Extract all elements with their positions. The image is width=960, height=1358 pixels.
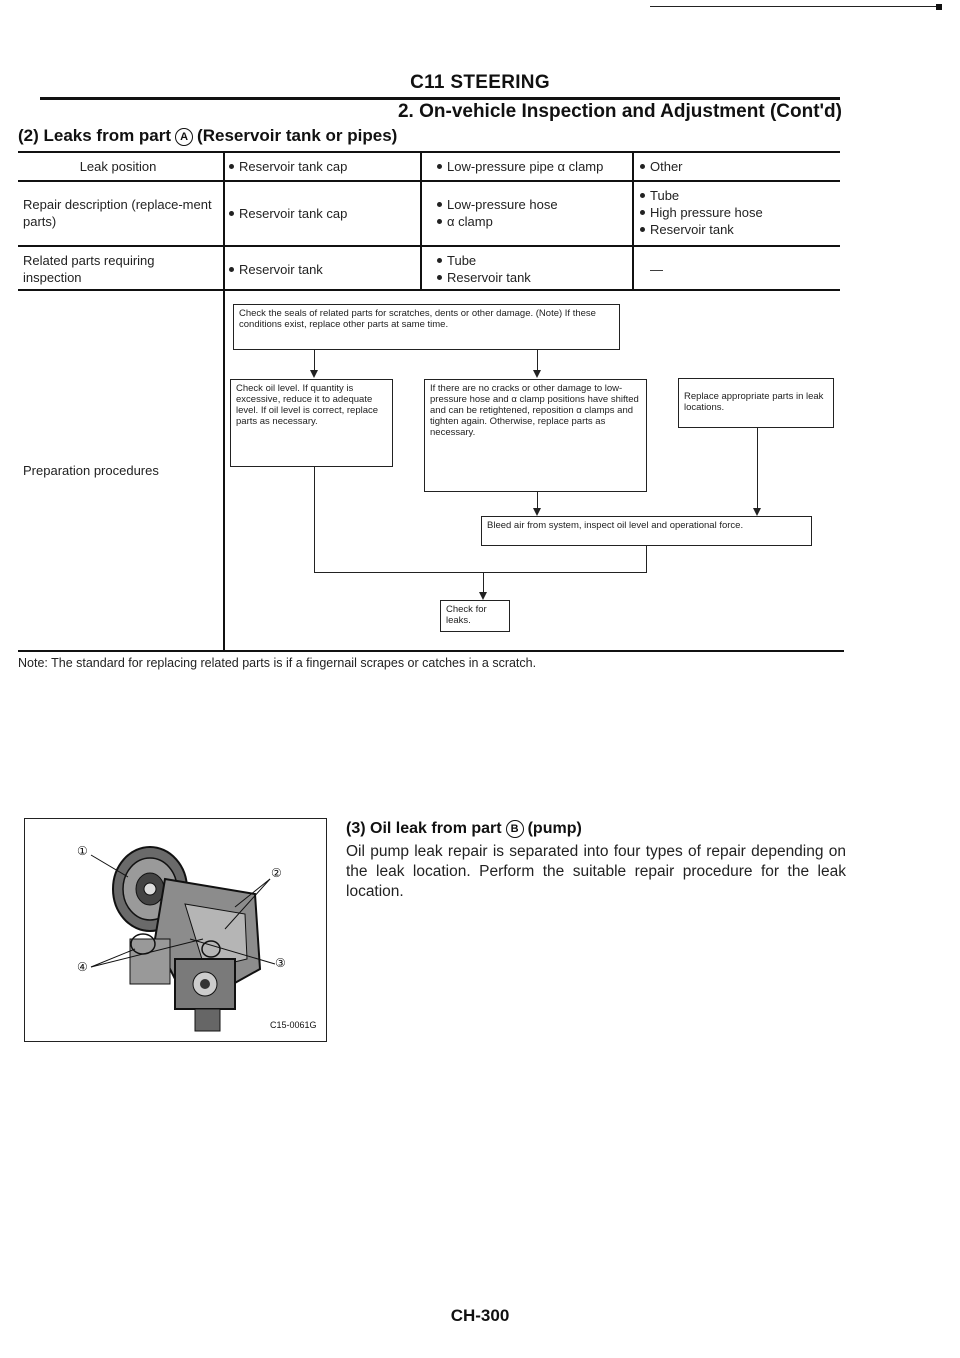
table-cell: Other: [640, 158, 683, 175]
arrow-head: [753, 508, 761, 516]
table-cell: Low-pressure hose α clamp: [437, 196, 558, 230]
table-top-rule: [18, 151, 840, 153]
table-cell: Tube Reservoir tank: [437, 252, 531, 286]
flow-join-line: [314, 572, 647, 573]
callout-1: ①: [77, 844, 88, 858]
part-a-symbol: A: [175, 128, 193, 146]
flow-box-replace: Replace appropriate parts in leak locations.: [678, 378, 834, 428]
table-col-rule: [223, 151, 225, 651]
part2-title: [18, 126, 397, 146]
arrow-head: [533, 508, 541, 516]
flow-arrow: [314, 467, 315, 572]
flow-arrow: [314, 350, 315, 370]
part3-body: Oil pump leak repair is separated into four types of repair depending on the leak location. Perform the suitable repair procedure for the leak location.: [346, 843, 846, 900]
subsection-title: 2. On-vehicle Inspection and Adjustment (Cont'd): [397, 101, 842, 122]
arrow-head: [533, 370, 541, 378]
table-col-rule: [632, 151, 634, 289]
page-number: CH-300: [450, 1306, 510, 1325]
flow-box-check-leaks: Check for leaks.: [440, 600, 510, 632]
table-row-rule: [18, 180, 840, 182]
callout-3: ③: [275, 956, 286, 970]
flow-box-bleed: Bleed air from system, inspect oil level and operational force.: [481, 516, 812, 546]
table-cell: Reservoir tank: [229, 261, 323, 278]
table-col-rule: [420, 151, 422, 289]
row-label: Leak position: [79, 159, 157, 174]
table-cell: Reservoir tank cap: [229, 205, 347, 222]
part-b-symbol: B: [506, 820, 524, 838]
callout-4: ④: [77, 960, 88, 974]
flow-box-check-oil: Check oil level. If quantity is excessive, reduce it to adequate level. If oil level is correct, replace parts as necessary.: [230, 379, 393, 467]
part2-title-suffix: (Reservoir tank or pipes): [197, 126, 398, 145]
row-label: Related parts requiring inspection: [23, 253, 155, 285]
part3-title-suffix: (pump): [527, 820, 582, 837]
table-row-rule: [18, 245, 840, 247]
corner-mark: [936, 4, 942, 10]
part3-title: [346, 820, 582, 838]
flow-arrow: [537, 492, 538, 508]
arrow-head: [479, 592, 487, 600]
flow-arrow: [757, 428, 758, 508]
flow-box-check-seals: Check the seals of related parts for scratches, dents or other damage. (Note) If these conditions exist, replace other parts at same time.: [233, 304, 620, 350]
flow-box-cracks: If there are no cracks or other damage to low-pressure hose and α clamp positions have shifted and can be retightened, reposition α clamps and tighten again. Otherwise, replace parts as necessary.: [424, 379, 647, 492]
table-bottom-rule: [18, 650, 844, 652]
flow-arrow: [537, 350, 538, 370]
pump-illustration: [25, 819, 326, 1041]
row-label: Preparation procedures: [23, 463, 159, 478]
table-cell: Reservoir tank cap: [229, 158, 347, 175]
figure-code: C15-0061G: [270, 1020, 317, 1030]
table-cell: Tube High pressure hose Reservoir tank: [640, 187, 763, 238]
flow-arrow: [646, 546, 647, 572]
pump-figure: [24, 818, 327, 1042]
arrow-head: [310, 370, 318, 378]
table-cell: —: [650, 262, 663, 277]
row-label: Repair description (replace-ment parts): [23, 197, 212, 229]
header-rule: [40, 97, 840, 100]
callout-2: ②: [271, 866, 282, 880]
table-cell: Low-pressure pipe α clamp: [437, 158, 603, 175]
part3-title-prefix: (3) Oil leak from part: [346, 820, 502, 837]
part2-title-prefix: (2) Leaks from part: [18, 126, 172, 145]
table-row-rule: [18, 289, 840, 291]
flow-arrow: [483, 572, 484, 592]
note-text: Note: The standard for replacing related parts is if a fingernail scrapes or catches in a scratch.: [18, 656, 537, 670]
top-rule: [650, 6, 940, 7]
section-title: C11 STEERING: [410, 72, 550, 93]
